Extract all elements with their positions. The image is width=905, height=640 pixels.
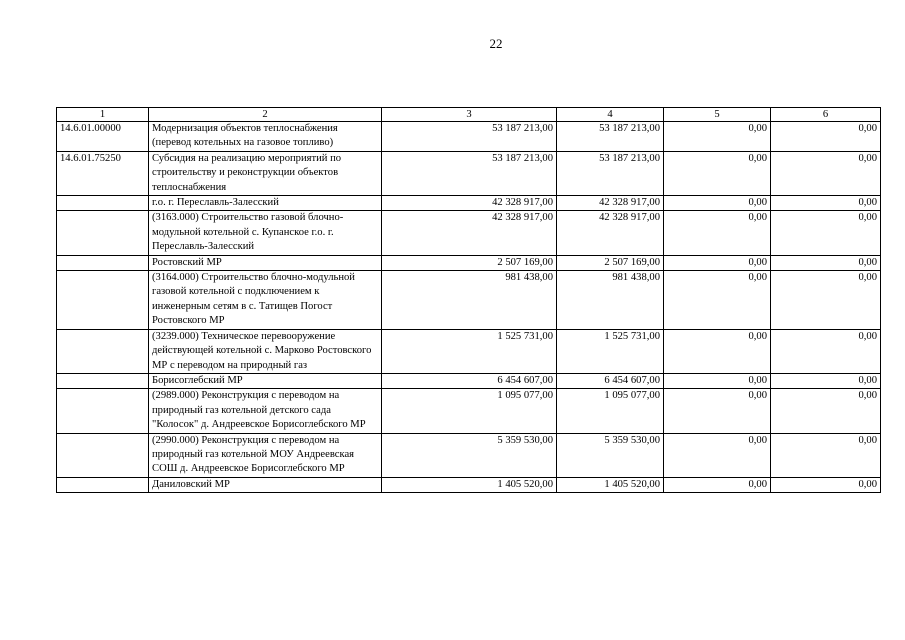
row-amount-cell: 6 454 607,00 xyxy=(557,373,664,388)
row-amount-cell: 0,00 xyxy=(664,329,771,373)
row-amount-cell: 2 507 169,00 xyxy=(557,255,664,270)
row-amount-cell: 5 359 530,00 xyxy=(382,433,557,477)
row-amount-cell: 0,00 xyxy=(771,329,881,373)
budget-table xyxy=(56,107,881,493)
table-row xyxy=(57,329,881,373)
column-header: 5 xyxy=(664,108,771,122)
row-code-cell xyxy=(57,389,149,433)
column-header: 2 xyxy=(149,108,382,122)
row-amount-cell: 0,00 xyxy=(664,373,771,388)
row-code-cell xyxy=(57,271,149,330)
row-amount-cell: 53 187 213,00 xyxy=(557,151,664,195)
row-amount-cell: 0,00 xyxy=(771,373,881,388)
row-name-cell: Даниловский МР xyxy=(149,477,382,492)
table-row xyxy=(57,373,881,388)
row-amount-cell: 0,00 xyxy=(771,211,881,255)
row-code-cell: 14.6.01.75250 xyxy=(57,151,149,195)
row-amount-cell: 1 405 520,00 xyxy=(382,477,557,492)
row-amount-cell: 0,00 xyxy=(771,477,881,492)
row-amount-cell: 42 328 917,00 xyxy=(557,196,664,211)
row-amount-cell: 0,00 xyxy=(771,433,881,477)
row-name-cell: Борисоглебский МР xyxy=(149,373,382,388)
row-amount-cell: 0,00 xyxy=(664,477,771,492)
table-row xyxy=(57,211,881,255)
row-amount-cell: 1 525 731,00 xyxy=(557,329,664,373)
column-header: 4 xyxy=(557,108,664,122)
row-amount-cell: 1 095 077,00 xyxy=(382,389,557,433)
column-header: 3 xyxy=(382,108,557,122)
row-amount-cell: 53 187 213,00 xyxy=(382,122,557,152)
row-amount-cell: 0,00 xyxy=(771,122,881,152)
row-code-cell xyxy=(57,211,149,255)
row-amount-cell: 42 328 917,00 xyxy=(382,196,557,211)
row-amount-cell: 1 405 520,00 xyxy=(557,477,664,492)
table-row xyxy=(57,389,881,433)
row-name-cell: Субсидия на реализацию мероприятий по строительству и реконструкции объектов теплоснабжения xyxy=(149,151,382,195)
row-amount-cell: 0,00 xyxy=(771,271,881,330)
row-amount-cell: 5 359 530,00 xyxy=(557,433,664,477)
table-row xyxy=(57,477,881,492)
row-amount-cell: 0,00 xyxy=(771,255,881,270)
row-amount-cell: 42 328 917,00 xyxy=(557,211,664,255)
row-name-cell: (2989.000) Реконструкция с переводом на природный газ котельной детского сада "Колосок" д. Андреевское Борисоглебского МР xyxy=(149,389,382,433)
row-amount-cell: 2 507 169,00 xyxy=(382,255,557,270)
table-row xyxy=(57,151,881,195)
table-row xyxy=(57,433,881,477)
row-amount-cell: 0,00 xyxy=(664,122,771,152)
row-amount-cell: 42 328 917,00 xyxy=(382,211,557,255)
row-amount-cell: 1 525 731,00 xyxy=(382,329,557,373)
row-amount-cell: 0,00 xyxy=(771,196,881,211)
row-amount-cell: 0,00 xyxy=(664,211,771,255)
table-header-row xyxy=(57,108,881,122)
row-name-cell: (3163.000) Строительство газовой блочно-модульной котельной с. Купанское г.о. г. Переславль-Залесский xyxy=(149,211,382,255)
table-row xyxy=(57,271,881,330)
row-amount-cell: 0,00 xyxy=(771,151,881,195)
row-code-cell xyxy=(57,433,149,477)
row-code-cell xyxy=(57,196,149,211)
row-amount-cell: 981 438,00 xyxy=(557,271,664,330)
column-header: 6 xyxy=(771,108,881,122)
table-row xyxy=(57,196,881,211)
row-code-cell xyxy=(57,255,149,270)
row-amount-cell: 0,00 xyxy=(664,255,771,270)
row-name-cell: Ростовский МР xyxy=(149,255,382,270)
row-amount-cell: 0,00 xyxy=(664,433,771,477)
page-number: 22 xyxy=(489,36,503,51)
row-code-cell xyxy=(57,373,149,388)
row-code-cell xyxy=(57,477,149,492)
row-name-cell: Модернизация объектов теплоснабжения (перевод котельных на газовое топливо) xyxy=(149,122,382,152)
row-amount-cell: 53 187 213,00 xyxy=(382,151,557,195)
row-amount-cell: 0,00 xyxy=(664,196,771,211)
column-header: 1 xyxy=(57,108,149,122)
row-code-cell xyxy=(57,329,149,373)
table-row xyxy=(57,255,881,270)
row-name-cell: (2990.000) Реконструкция с переводом на природный газ котельной МОУ Андреевская СОШ д. Андреевское Борисоглебского МР xyxy=(149,433,382,477)
row-name-cell: г.о. г. Переславль-Залесский xyxy=(149,196,382,211)
row-amount-cell: 1 095 077,00 xyxy=(557,389,664,433)
row-amount-cell: 0,00 xyxy=(771,389,881,433)
row-amount-cell: 981 438,00 xyxy=(382,271,557,330)
row-amount-cell: 0,00 xyxy=(664,271,771,330)
row-amount-cell: 53 187 213,00 xyxy=(557,122,664,152)
row-amount-cell: 0,00 xyxy=(664,389,771,433)
row-amount-cell: 6 454 607,00 xyxy=(382,373,557,388)
row-name-cell: (3164.000) Строительство блочно-модульной газовой котельной с подключением к инженерным сетям в с. Татищев Погост Ростовского МР xyxy=(149,271,382,330)
table-row xyxy=(57,122,881,152)
row-name-cell: (3239.000) Техническое перевооружение действующей котельной с. Марково Ростовского МР с переводом на природный газ xyxy=(149,329,382,373)
row-code-cell: 14.6.01.00000 xyxy=(57,122,149,152)
row-amount-cell: 0,00 xyxy=(664,151,771,195)
